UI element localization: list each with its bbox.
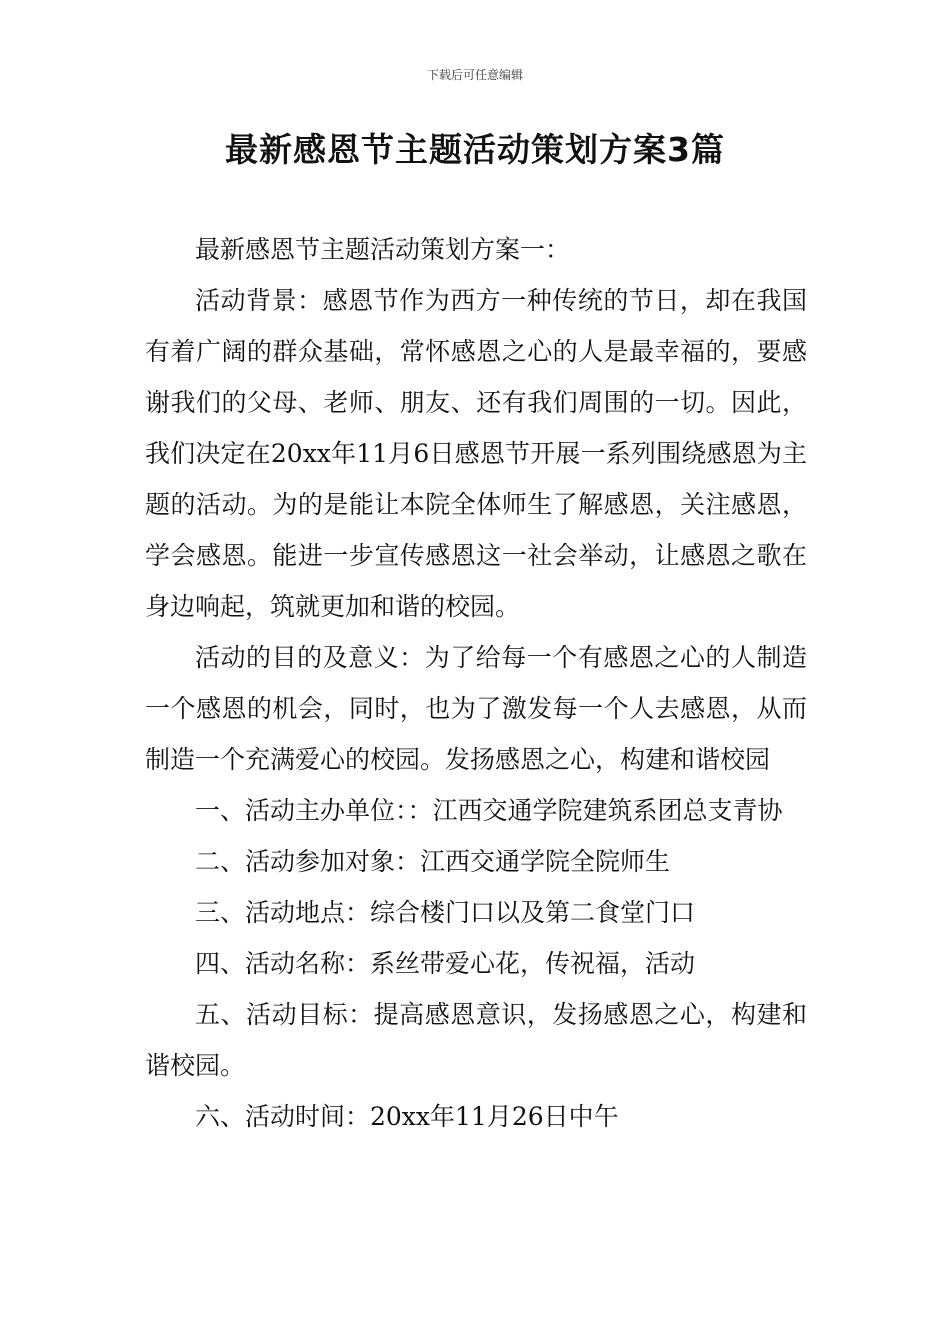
item-location: 三、活动地点：综合楼门口以及第二食堂门口 — [195, 898, 696, 927]
paragraph-background: 活动背景：感恩节作为西方一种传统的节日，却在我国有着广阔的群众基础，常怀感恩之心的人是最幸福的，要感谢我们的父母、老师、朋友、还有我们周围的一切。因此，我们决定在20xx年11月6日感恩节开展一系列围绕感恩为主题的活动。为的是能让本院全体师生了解感恩，关注感恩，学会感恩。能进一步宣传感恩这一社会举动，让感恩之歌在身边响起，筑就更加和谐的校园。 — [145, 286, 807, 621]
item-participants: 二、活动参加对象：江西交通学院全院师生 — [195, 847, 671, 876]
document-title: 最新感恩节主题活动策划方案3篇 — [225, 130, 725, 169]
section-heading: 最新感恩节主题活动策划方案一： — [195, 235, 571, 264]
document-body — [145, 224, 807, 1142]
item-organizer: 一、活动主办单位：：江西交通学院建筑系团总支青协 — [195, 796, 783, 825]
item-goal: 五、活动目标：提高感恩意识，发扬感恩之心，构建和谐校园。 — [145, 1000, 807, 1080]
item-activity-name: 四、活动名称：系丝带爱心花，传祝福，活动 — [195, 949, 696, 978]
page-header-note: 下载后可任意编辑 — [426, 68, 523, 82]
item-time: 六、活动时间：20xx年11月26日中午 — [195, 1102, 619, 1131]
paragraph-purpose: 活动的目的及意义：为了给每一个有感恩之心的人制造一个感恩的机会，同时，也为了激发每一个人去感恩，从而制造一个充满爱心的校园。发扬感恩之心，构建和谐校园 — [145, 643, 807, 774]
